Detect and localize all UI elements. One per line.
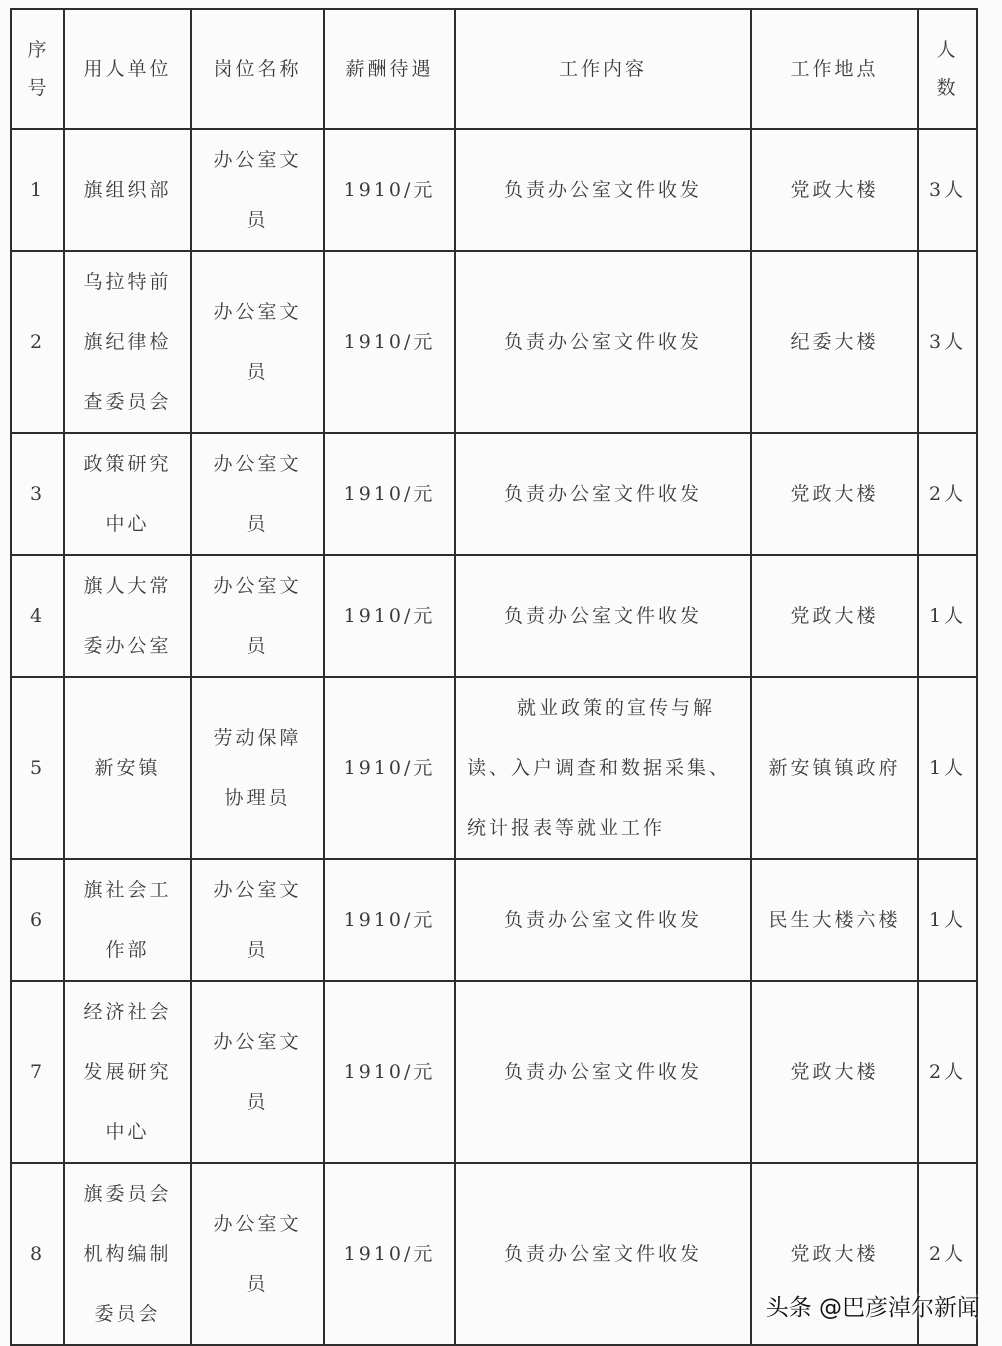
header-seq: 序号 [11,9,64,129]
cell-post: 办公室文员 [191,1163,324,1345]
cell-place: 纪委大楼 [751,251,918,433]
cell-post: 办公室文员 [191,859,324,981]
cell-content: 负责办公室文件收发 [455,433,751,555]
header-post: 岗位名称 [191,9,324,129]
job-table [10,8,978,1346]
cell-content: 负责办公室文件收发 [455,981,751,1163]
cell-content: 负责办公室文件收发 [455,1163,751,1345]
cell-seq: 5 [11,677,64,859]
table-row [11,555,977,677]
table-row [11,433,977,555]
table-row [11,859,977,981]
source-watermark: 头条 @巴彦淖尔新闻 [765,1295,980,1321]
cell-post: 办公室文员 [191,251,324,433]
cell-seq: 8 [11,1163,64,1345]
cell-post: 办公室文员 [191,981,324,1163]
cell-place: 党政大楼 [751,981,918,1163]
cell-place: 新安镇镇政府 [751,677,918,859]
cell-salary: 1910/元 [324,129,455,251]
cell-seq: 4 [11,555,64,677]
header-row [11,9,977,129]
cell-seq: 7 [11,981,64,1163]
cell-count: 2人 [918,1163,977,1345]
cell-place: 党政大楼 [751,433,918,555]
cell-salary: 1910/元 [324,555,455,677]
cell-place: 党政大楼 [751,1163,918,1345]
cell-count: 3人 [918,251,977,433]
cell-seq: 6 [11,859,64,981]
cell-unit: 新安镇 [64,677,191,859]
cell-salary: 1910/元 [324,433,455,555]
cell-unit: 经济社会发展研究中心 [64,981,191,1163]
cell-salary: 1910/元 [324,677,455,859]
cell-unit: 旗人大常委办公室 [64,555,191,677]
cell-content: 负责办公室文件收发 [455,859,751,981]
cell-post: 办公室文员 [191,555,324,677]
cell-unit: 乌拉特前旗纪律检查委员会 [64,251,191,433]
document-page [10,8,976,1346]
cell-count: 2人 [918,981,977,1163]
header-count: 人数 [918,9,977,129]
cell-post: 办公室文员 [191,129,324,251]
table-row [11,981,977,1163]
cell-content: 负责办公室文件收发 [455,129,751,251]
cell-salary: 1910/元 [324,981,455,1163]
cell-count: 1人 [918,677,977,859]
cell-salary: 1910/元 [324,859,455,981]
cell-place: 党政大楼 [751,129,918,251]
cell-content: 负责办公室文件收发 [455,251,751,433]
header-place: 工作地点 [751,9,918,129]
cell-salary: 1910/元 [324,251,455,433]
cell-salary: 1910/元 [324,1163,455,1345]
cell-count: 2人 [918,433,977,555]
cell-post: 劳动保障协理员 [191,677,324,859]
cell-count: 1人 [918,859,977,981]
table-row [11,251,977,433]
cell-seq: 1 [11,129,64,251]
cell-unit: 旗委员会机构编制委员会 [64,1163,191,1345]
cell-count: 3人 [918,129,977,251]
header-unit: 用人单位 [64,9,191,129]
header-content: 工作内容 [455,9,751,129]
cell-unit: 政策研究中心 [64,433,191,555]
cell-content: 负责办公室文件收发 [455,555,751,677]
cell-unit: 旗组织部 [64,129,191,251]
cell-seq: 2 [11,251,64,433]
cell-unit: 旗社会工作部 [64,859,191,981]
table-row [11,677,977,859]
cell-post: 办公室文员 [191,433,324,555]
header-salary: 薪酬待遇 [324,9,455,129]
cell-place: 党政大楼 [751,555,918,677]
cell-count: 1人 [918,555,977,677]
cell-place: 民生大楼六楼 [751,859,918,981]
table-row [11,129,977,251]
cell-seq: 3 [11,433,64,555]
cell-content: 就业政策的宣传与解读、入户调查和数据采集、统计报表等就业工作 [455,677,751,859]
